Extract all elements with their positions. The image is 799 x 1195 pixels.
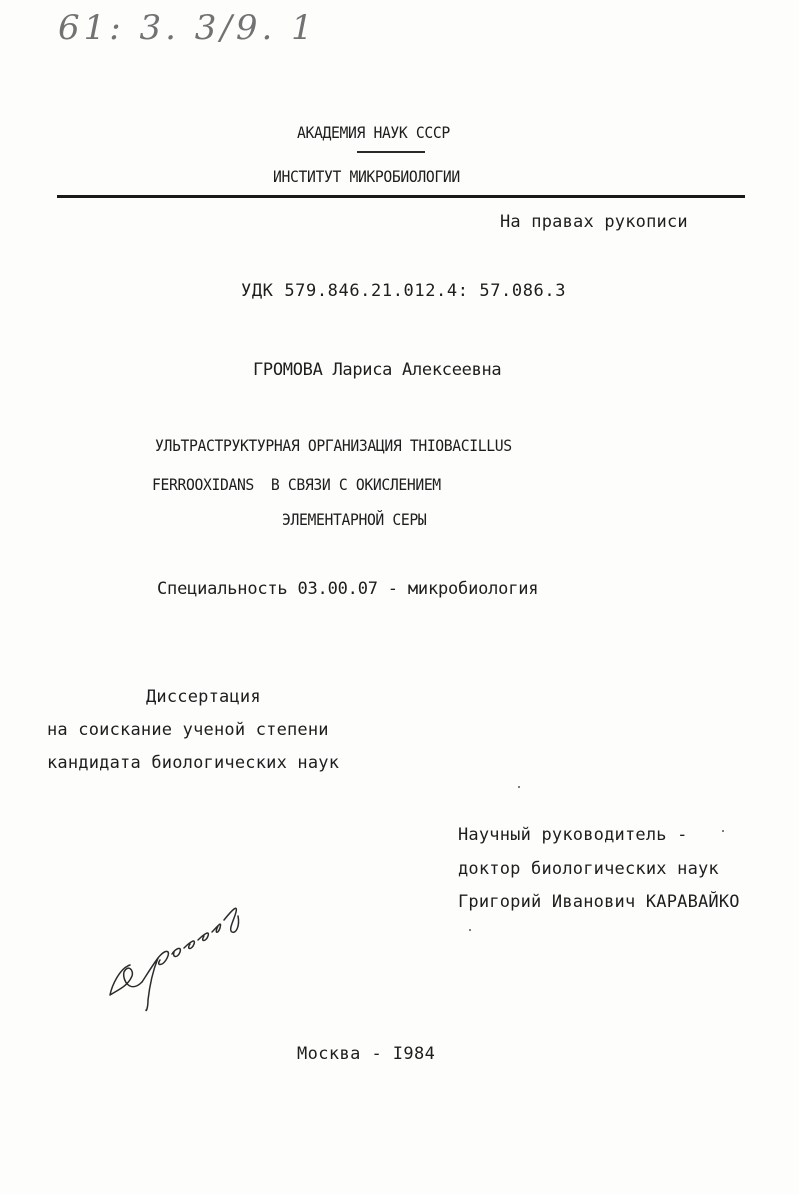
author-name: ГРОМОВА Лариса Алексеевна <box>253 360 502 380</box>
manuscript-note: На правах рукописи <box>500 212 688 232</box>
paper-speck <box>722 830 724 832</box>
institute-heading: ИНСТИТУТ МИКРОБИОЛОГИИ <box>273 167 460 186</box>
paper-speck <box>518 786 520 788</box>
supervisor-line-1: Научный руководитель - <box>458 825 688 845</box>
title-line-2: FERROOXIDANS В СВЯЗИ С ОКИСЛЕНИЕМ <box>152 475 441 494</box>
dissertation-line-2: на соискание ученой степени <box>47 720 329 740</box>
supervisor-line-3: Григорий Иванович КАРАВАЙКО <box>458 892 740 912</box>
place-year: Москва - I984 <box>297 1044 436 1064</box>
header-rule <box>57 195 745 198</box>
dissertation-line-1: Диссертация <box>146 687 261 707</box>
title-line-3: ЭЛЕМЕНТАРНОЙ СЕРЫ <box>282 510 427 529</box>
heading-divider <box>357 151 425 153</box>
academy-heading: АКАДЕМИЯ НАУК СССР <box>297 123 450 142</box>
supervisor-line-2: доктор биологических наук <box>458 859 719 879</box>
udk-code: УДК 579.846.21.012.4: 57.086.3 <box>241 281 567 301</box>
specialty-line: Специальность 03.00.07 - микробиология <box>157 579 539 599</box>
signature <box>100 890 260 1020</box>
archive-mark-text: 61: 3. 3/9. 1 <box>58 8 317 48</box>
title-line-1: УЛЬТРАСТРУКТУРНАЯ ОРГАНИЗАЦИЯ THIOBACILLUS <box>155 436 512 455</box>
paper-speck <box>469 929 471 931</box>
dissertation-line-3: кандидата биологических наук <box>47 753 340 773</box>
